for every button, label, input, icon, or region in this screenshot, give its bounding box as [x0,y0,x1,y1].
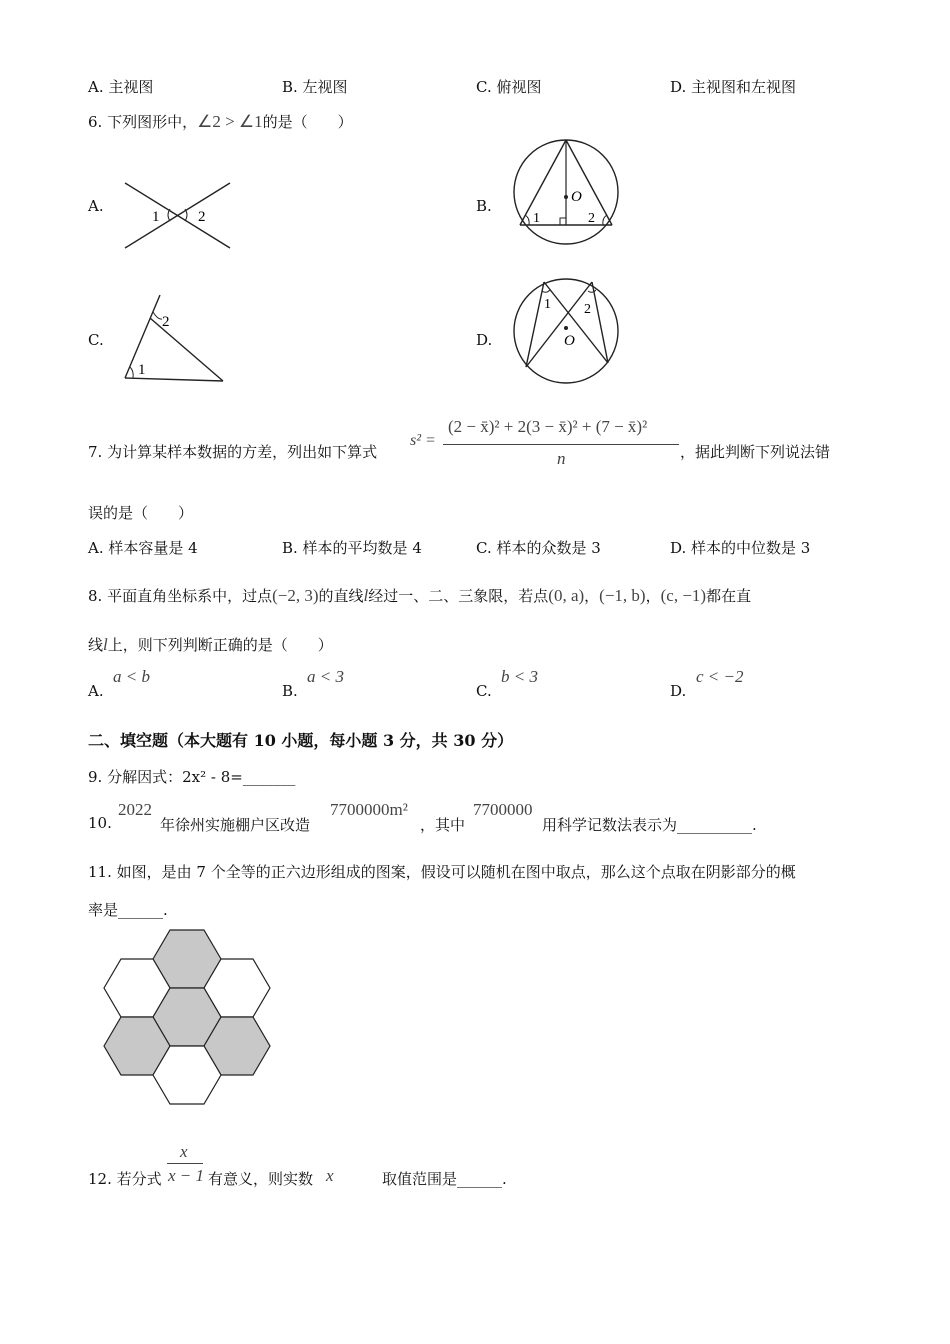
q7-line2: 误的是（ ） [88,504,194,522]
q8-line2-l: l [103,635,108,654]
q12-denominator: x − 1 [168,1166,205,1185]
q12-pre: 12. 若分式 [88,1170,162,1188]
q6-figure-b [510,135,625,250]
q8-line2-pre: 线 [88,636,104,654]
q8-label-a: A. [88,682,104,700]
q6b-angle-2: 2 [588,211,595,226]
q8-line1 [88,585,751,606]
q6-label-b: B. [476,197,492,215]
q6a-angle-1: 1 [152,209,160,225]
q8-stem-mid2: 经过一、二、三象限，若点 [368,587,549,605]
q8-line2-post: 上，则下列判断正确的是（ ） [107,636,333,654]
q8-stem-mid: 的直线 [318,587,364,605]
q8-stem-post: 都在直 [706,587,752,605]
q12-numerator: x [180,1142,188,1161]
q6c-angle-1: 1 [138,362,146,378]
q11-hexagon-figure [100,926,280,1112]
q7-option-d: D. 样本的中位数是 3 [670,539,811,557]
q8-option-c: b < 3 [501,667,538,686]
q8-sep-2: ， [645,587,661,605]
q10-text-3: 用科学记数法表示为__________. [542,816,757,834]
q8-point-3: (−1, b) [599,586,646,605]
q8-label-c: C. [476,682,492,700]
q7-stem-post: ，据此判断下列说法错 [680,443,831,461]
q7-numerator: (2 − x̄)² + 2(3 − x̄)² + (7 − x̄)² [448,417,648,436]
q6-stem-post: 的是（ ） [262,113,353,131]
q11-line2: 率是______. [88,901,168,919]
q7-denominator: n [557,449,566,468]
q8-line-l: l [363,586,369,605]
q6-figure-a [120,178,235,253]
q6c-angle-2: 2 [162,314,170,330]
q10-text-2: ，其中 [420,816,466,834]
q8-option-b: a < 3 [307,667,344,686]
q8-point-2: (0, a) [548,586,585,605]
q6a-angle-2: 2 [198,209,206,225]
q7-option-a: A. 样本容量是 4 [88,539,198,557]
q6-label-d: D. [476,331,493,349]
q8-point-4: (c, −1) [660,586,707,605]
q7-lhs: s² = [410,432,436,449]
q7-option-b: B. 样本的平均数是 4 [282,539,422,557]
q6d-angle-1: 1 [544,297,551,312]
q5-option-b: B. 左视图 [282,78,348,96]
q8-sep-1: ， [584,587,600,605]
q6-figure-d [510,275,625,387]
q6-label-c: C. [88,331,104,349]
q8-option-a: a < b [113,667,150,686]
q6d-angle-2: 2 [584,302,591,317]
q6-math: ∠2 > ∠1 [197,112,263,131]
q8-point-1: (−2, 3) [272,586,319,605]
q7-fraction-bar [443,444,679,445]
q5-option-c: C. 俯视图 [476,78,542,96]
q7-option-c: C. 样本的众数是 3 [476,539,601,557]
q8-line2 [88,634,333,655]
q12-fraction-bar [167,1163,203,1164]
q10-area: 7700000m² [330,800,408,819]
q6d-center-o: O [564,333,575,349]
q6-figure-c [120,290,230,385]
q10-number: 10. [88,814,112,832]
q5-option-d: D. 主视图和左视图 [670,78,797,96]
q8-stem-pre: 8. 平面直角坐标系中，过点 [88,587,273,605]
q6-stem-pre: 6. 下列图形中， [88,113,198,131]
q10-year: 2022 [118,800,152,819]
q7-stem-pre: 7. 为计算某样本数据的方差，列出如下算式 [88,443,378,461]
q6-label-a: A. [88,197,104,215]
q6b-angle-1: 1 [533,211,540,226]
q8-label-b: B. [282,682,298,700]
section-2-title: 二、填空题（本大题有 10 小题，每小题 3 分，共 30 分） [88,731,514,750]
q12-mid: 有意义，则实数 [208,1170,314,1188]
q6-stem [88,111,353,132]
q6b-center-o: O [571,189,582,205]
q5-option-a: A. 主视图 [88,78,154,96]
q12-post: 取值范围是______. [382,1170,507,1188]
q11-line1: 11. 如图，是由 7 个全等的正六边形组成的图案，假设可以随机在图中取点，那么这个点取在阴影部分的概 [88,863,796,881]
q12-var-x: x [326,1166,334,1185]
q9-text: 9. 分解因式：2x² - 8=_______ [88,768,296,786]
q8-label-d: D. [670,682,687,700]
q10-value: 7700000 [473,800,533,819]
q8-option-d: c < −2 [696,667,744,686]
q10-text-1: 年徐州实施棚户区改造 [160,816,311,834]
